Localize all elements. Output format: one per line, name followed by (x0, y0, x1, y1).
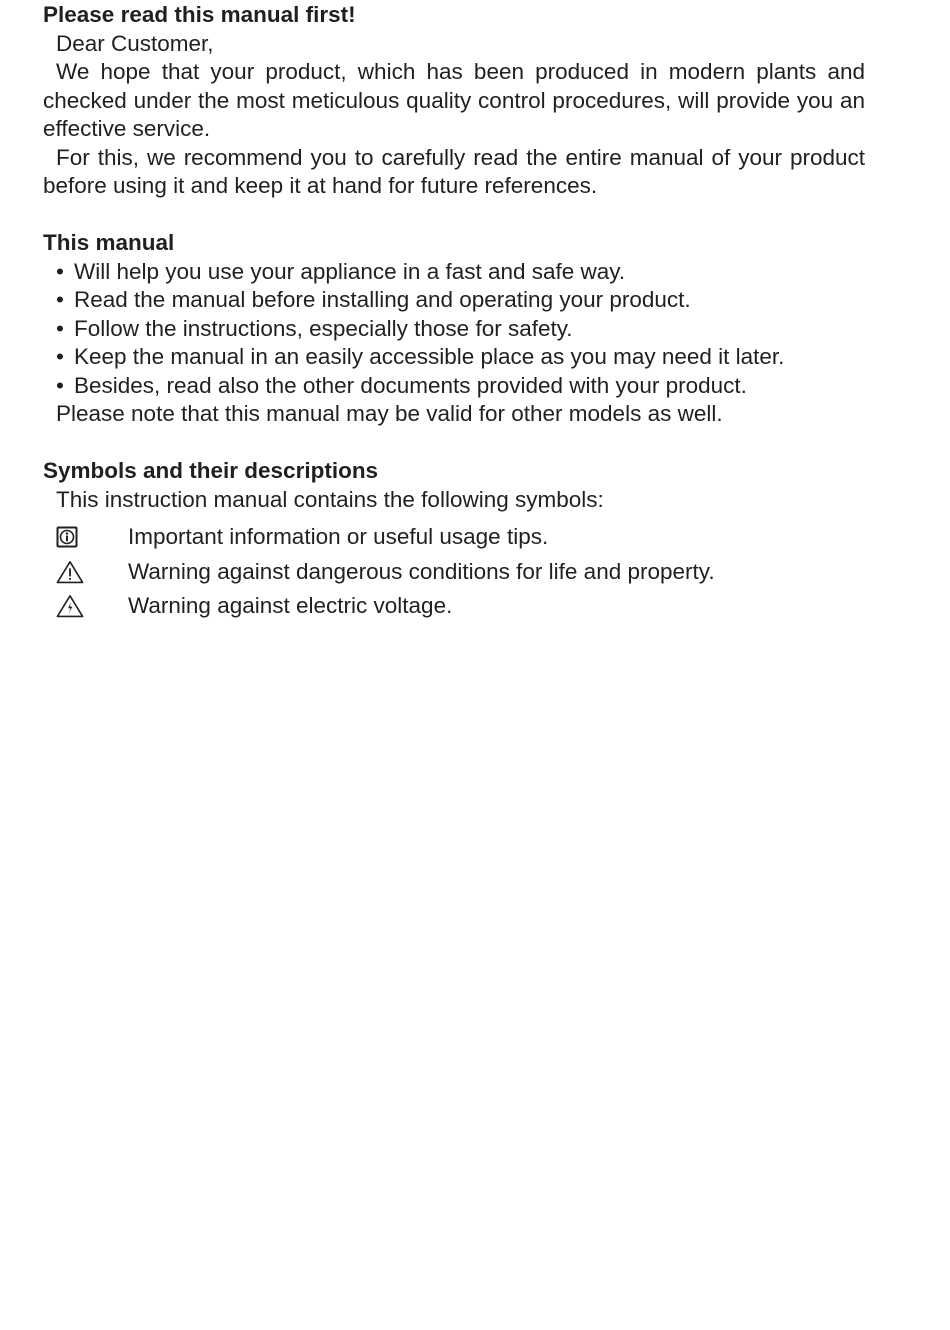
bullet-icon: • (56, 258, 64, 284)
symbols-list (43, 520, 865, 624)
list-item (56, 315, 865, 344)
electric-warning-icon (56, 594, 128, 618)
intro-paragraph-2: For this, we recommend you to carefully read the entire manual of your product before using it and keep it at hand for future references. (43, 144, 865, 198)
section-spacer (43, 201, 865, 230)
list-item (56, 258, 865, 287)
symbol-description: Important information or useful usage tips. (128, 524, 549, 549)
intro-heading: Please read this manual first! (43, 2, 356, 27)
this-manual-list (43, 258, 865, 401)
list-item-text: Read the manual before installing and operating your product. (74, 287, 691, 312)
symbol-description: Warning against electric voltage. (128, 593, 453, 618)
section-spacer (43, 429, 865, 458)
info-icon (56, 526, 128, 548)
intro-paragraph-1: We hope that your product, which has been produced in modern plants and checked under the most meticulous quality control procedures, will provide you an effective service. (43, 59, 865, 141)
manual-page (43, 1, 865, 624)
list-item-text: Keep the manual in an easily accessible place as you may need it later. (74, 344, 785, 369)
bullet-icon: • (56, 315, 64, 341)
list-item (56, 286, 865, 315)
symbol-row-info (43, 520, 865, 555)
symbols-heading: Symbols and their descriptions (43, 458, 379, 483)
validity-note: Please note that this manual may be valid for other models as well. (56, 401, 723, 426)
symbol-row-electric (43, 589, 865, 624)
list-item (56, 343, 865, 372)
symbols-intro: This instruction manual contains the following symbols: (56, 486, 604, 512)
symbol-row-warning (43, 555, 865, 590)
this-manual-heading: This manual (43, 230, 175, 255)
warning-triangle-icon (56, 560, 128, 584)
bullet-icon: • (56, 344, 64, 369)
bullet-icon: • (56, 372, 64, 398)
symbol-description: Warning against dangerous conditions for life and property. (128, 558, 715, 584)
list-item (56, 372, 865, 401)
list-item-text: Besides, read also the other documents provided with your product. (74, 372, 747, 398)
list-item-text: Follow the instructions, especially those for safety. (74, 315, 573, 341)
bullet-icon: • (56, 287, 64, 312)
list-item-text: Will help you use your appliance in a fast and safe way. (74, 258, 626, 284)
greeting: Dear Customer, (56, 30, 214, 56)
